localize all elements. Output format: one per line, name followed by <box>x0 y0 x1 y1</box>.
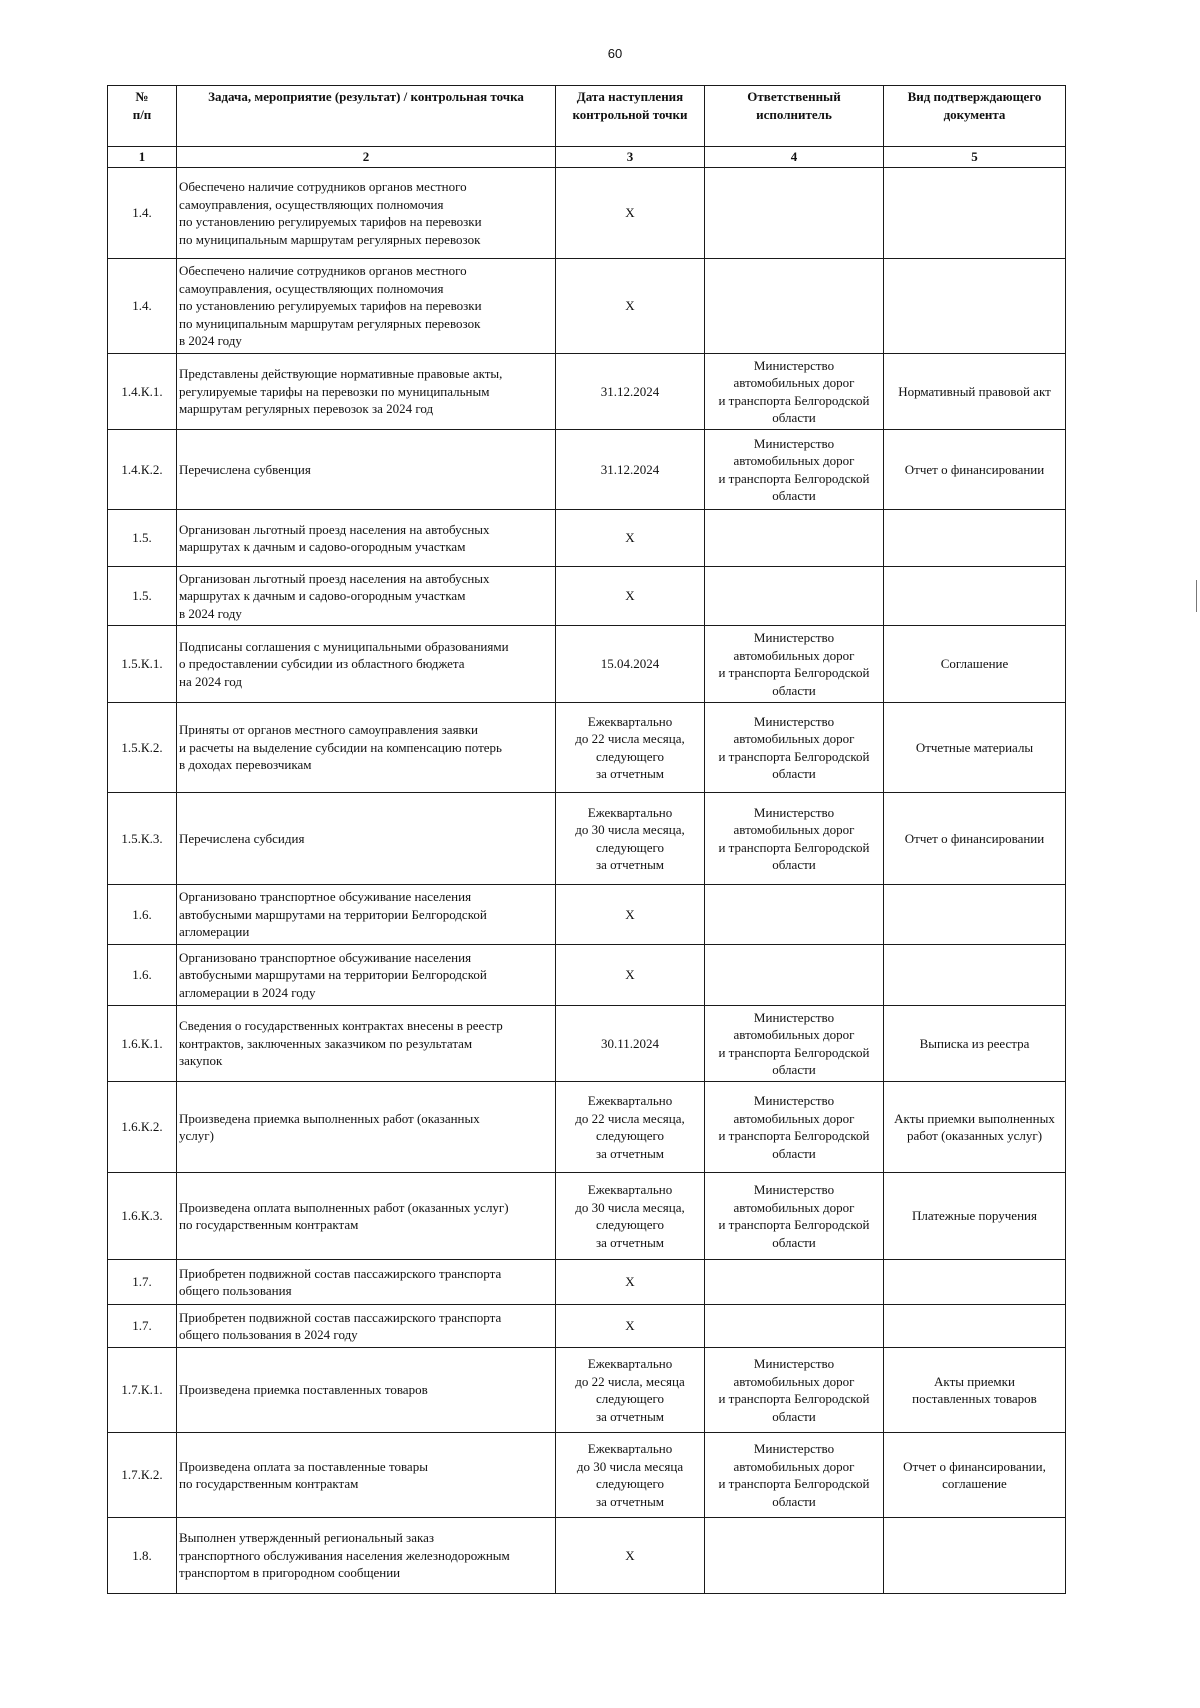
table-row <box>108 168 1066 259</box>
table-row <box>108 1348 1066 1433</box>
table-row <box>108 945 1066 1006</box>
column-number-2: 2 <box>177 147 556 168</box>
row-number: 1.7.К.1. <box>108 1348 177 1433</box>
row-date: X <box>556 567 705 626</box>
row-task: Приобретен подвижной состав пассажирского транспорта общего пользования <box>177 1260 556 1305</box>
row-responsible: Министерство автомобильных дорог и транспорта Белгородской области <box>705 703 884 793</box>
row-responsible <box>705 1518 884 1594</box>
row-number: 1.5. <box>108 567 177 626</box>
row-task: Произведена приемка поставленных товаров <box>177 1348 556 1433</box>
table-row <box>108 1006 1066 1082</box>
row-date: Ежеквартально до 30 числа месяца следующего за отчетным <box>556 1433 705 1518</box>
row-number: 1.4.К.2. <box>108 430 177 510</box>
table-row <box>108 626 1066 703</box>
row-number: 1.6.К.3. <box>108 1173 177 1260</box>
row-responsible: Министерство автомобильных дорог и транспорта Белгородской области <box>705 626 884 703</box>
row-responsible: Министерство автомобильных дорог и транспорта Белгородской области <box>705 1006 884 1082</box>
row-date: X <box>556 1305 705 1348</box>
column-number-4: 4 <box>705 147 884 168</box>
row-task: Организован льготный проезд населения на автобусных маршрутах к дачным и садово-огородным участкам <box>177 510 556 567</box>
row-responsible: Министерство автомобильных дорог и транспорта Белгородской области <box>705 1433 884 1518</box>
row-date: 31.12.2024 <box>556 354 705 430</box>
row-responsible <box>705 168 884 259</box>
row-responsible: Министерство автомобильных дорог и транспорта Белгородской области <box>705 1348 884 1433</box>
table-row <box>108 1305 1066 1348</box>
row-number: 1.8. <box>108 1518 177 1594</box>
row-task: Выполнен утвержденный региональный заказ транспортного обслуживания населения железнодорожным транспортом в пригородном сообщении <box>177 1518 556 1594</box>
row-document: Отчет о финансировании <box>884 430 1066 510</box>
table-row <box>108 703 1066 793</box>
row-responsible: Министерство автомобильных дорог и транспорта Белгородской области <box>705 430 884 510</box>
page-number: 60 <box>607 46 623 61</box>
row-document: Отчет о финансировании <box>884 793 1066 885</box>
table-row <box>108 1260 1066 1305</box>
table-row <box>108 259 1066 354</box>
row-date: 15.04.2024 <box>556 626 705 703</box>
column-number-3: 3 <box>556 147 705 168</box>
row-date: X <box>556 1518 705 1594</box>
row-date: X <box>556 168 705 259</box>
row-date: Ежеквартально до 22 числа месяца, следующего за отчетным <box>556 703 705 793</box>
table-row <box>108 1173 1066 1260</box>
row-date: X <box>556 510 705 567</box>
row-document <box>884 1260 1066 1305</box>
row-number: 1.4. <box>108 168 177 259</box>
row-task: Организован льготный проезд населения на автобусных маршрутах к дачным и садово-огородным участкам в 2024 году <box>177 567 556 626</box>
row-task: Подписаны соглашения с муниципальными образованиями о предоставлении субсидии из областного бюджета на 2024 год <box>177 626 556 703</box>
row-document: Нормативный правовой акт <box>884 354 1066 430</box>
row-document <box>884 885 1066 945</box>
row-task: Обеспечено наличие сотрудников органов местного самоуправления, осуществляющих полномочия по установлению регулируемых тарифов на перевозки по муниципальным маршрутам регулярных перевозок в 2024 году <box>177 259 556 354</box>
row-document <box>884 168 1066 259</box>
row-task: Произведена оплата за поставленные товары по государственным контрактам <box>177 1433 556 1518</box>
row-document: Отчетные материалы <box>884 703 1066 793</box>
row-number: 1.4.К.1. <box>108 354 177 430</box>
row-date: X <box>556 259 705 354</box>
row-date: X <box>556 1260 705 1305</box>
row-responsible <box>705 1260 884 1305</box>
row-responsible: Министерство автомобильных дорог и транспорта Белгородской области <box>705 793 884 885</box>
row-date: Ежеквартально до 30 числа месяца, следующего за отчетным <box>556 1173 705 1260</box>
control-points-table <box>107 85 1066 1594</box>
row-number: 1.7.К.2. <box>108 1433 177 1518</box>
table-row <box>108 1082 1066 1173</box>
row-number: 1.5.К.3. <box>108 793 177 885</box>
row-document <box>884 1305 1066 1348</box>
header-document: Вид подтверждающего документа <box>884 86 1066 147</box>
row-task: Произведена приемка выполненных работ (оказанных услуг) <box>177 1082 556 1173</box>
row-responsible <box>705 259 884 354</box>
row-task: Перечислена субвенция <box>177 430 556 510</box>
row-task: Представлены действующие нормативные правовые акты, регулируемые тарифы на перевозки по муниципальным маршрутам регулярных перевозок за 2024 год <box>177 354 556 430</box>
row-number: 1.6. <box>108 945 177 1006</box>
row-responsible: Министерство автомобильных дорог и транспорта Белгородской области <box>705 1082 884 1173</box>
row-responsible: Министерство автомобильных дорог и транспорта Белгородской области <box>705 354 884 430</box>
row-document: Отчет о финансировании, соглашение <box>884 1433 1066 1518</box>
row-document <box>884 945 1066 1006</box>
row-number: 1.6.К.2. <box>108 1082 177 1173</box>
row-document <box>884 1518 1066 1594</box>
row-task: Сведения о государственных контрактах внесены в реестр контрактов, заключенных заказчиком по результатам закупок <box>177 1006 556 1082</box>
row-document <box>884 259 1066 354</box>
row-date: X <box>556 945 705 1006</box>
row-date: Ежеквартально до 22 числа, месяца следующего за отчетным <box>556 1348 705 1433</box>
row-number: 1.5.К.2. <box>108 703 177 793</box>
row-document: Выписка из реестра <box>884 1006 1066 1082</box>
table-row <box>108 1518 1066 1594</box>
row-date: Ежеквартально до 22 числа месяца, следующего за отчетным <box>556 1082 705 1173</box>
row-document: Соглашение <box>884 626 1066 703</box>
row-task: Организовано транспортное обсуживание населения автобусными маршрутами на территории Белгородской агломерации в 2024 году <box>177 945 556 1006</box>
column-number-5: 5 <box>884 147 1066 168</box>
row-task: Обеспечено наличие сотрудников органов местного самоуправления, осуществляющих полномочия по установлению регулируемых тарифов на перевозки по муниципальным маршрутам регулярных перевозок <box>177 168 556 259</box>
header-number: № п/п <box>108 86 177 147</box>
row-responsible <box>705 1305 884 1348</box>
row-task: Приняты от органов местного самоуправления заявки и расчеты на выделение субсидии на компенсацию потерь в доходах перевозчикам <box>177 703 556 793</box>
table-row <box>108 510 1066 567</box>
table-row <box>108 430 1066 510</box>
row-task: Перечислена субсидия <box>177 793 556 885</box>
row-task: Организовано транспортное обсуживание населения автобусными маршрутами на территории Белгородской агломерации <box>177 885 556 945</box>
table-row <box>108 1433 1066 1518</box>
header-date: Дата наступления контрольной точки <box>556 86 705 147</box>
row-number: 1.6.К.1. <box>108 1006 177 1082</box>
row-document: Акты приемки поставленных товаров <box>884 1348 1066 1433</box>
table-row <box>108 885 1066 945</box>
row-number: 1.5.К.1. <box>108 626 177 703</box>
row-task: Приобретен подвижной состав пассажирского транспорта общего пользования в 2024 году <box>177 1305 556 1348</box>
row-date: X <box>556 885 705 945</box>
header-task: Задача, мероприятие (результат) / контрольная точка <box>177 86 556 147</box>
table-row <box>108 354 1066 430</box>
row-number: 1.4. <box>108 259 177 354</box>
row-document: Акты приемки выполненных работ (оказанных услуг) <box>884 1082 1066 1173</box>
row-responsible <box>705 510 884 567</box>
row-date: 30.11.2024 <box>556 1006 705 1082</box>
table-row <box>108 567 1066 626</box>
scan-edge-mark <box>1196 580 1197 612</box>
row-number: 1.7. <box>108 1260 177 1305</box>
row-number: 1.6. <box>108 885 177 945</box>
row-date: 31.12.2024 <box>556 430 705 510</box>
row-document: Платежные поручения <box>884 1173 1066 1260</box>
row-number: 1.5. <box>108 510 177 567</box>
row-number: 1.7. <box>108 1305 177 1348</box>
row-responsible <box>705 567 884 626</box>
row-responsible <box>705 885 884 945</box>
row-document <box>884 510 1066 567</box>
table-row <box>108 793 1066 885</box>
row-responsible <box>705 945 884 1006</box>
row-document <box>884 567 1066 626</box>
row-date: Ежеквартально до 30 числа месяца, следующего за отчетным <box>556 793 705 885</box>
column-number-1: 1 <box>108 147 177 168</box>
header-responsible: Ответственный исполнитель <box>705 86 884 147</box>
row-responsible: Министерство автомобильных дорог и транспорта Белгородской области <box>705 1173 884 1260</box>
row-task: Произведена оплата выполненных работ (оказанных услуг) по государственным контрактам <box>177 1173 556 1260</box>
